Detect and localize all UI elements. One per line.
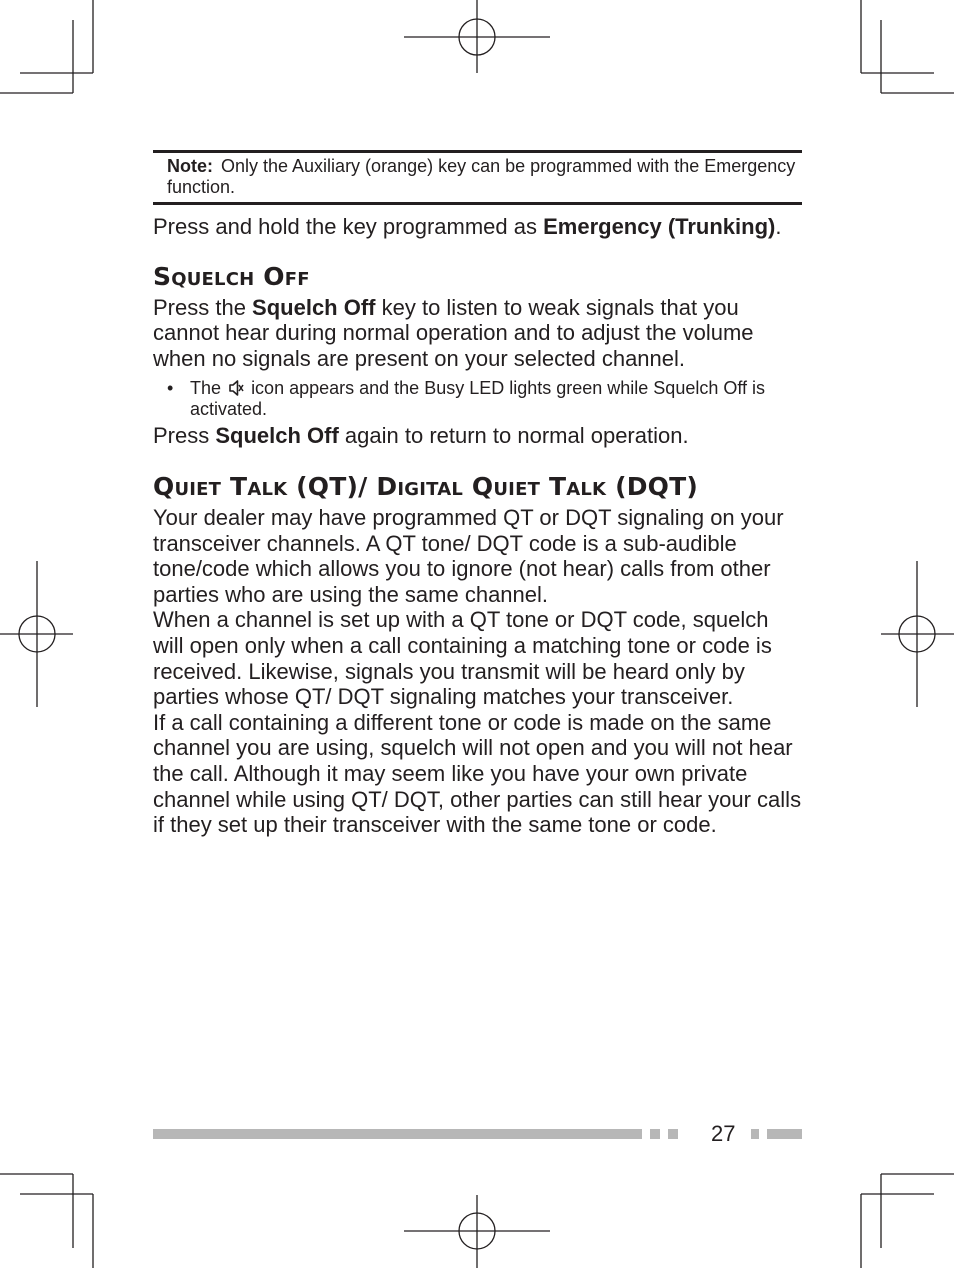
heading-cap: T [540,471,567,501]
heading-smallcaps: UIET [174,478,222,500]
emergency-text: Press and hold the key programmed as [153,214,544,239]
squelch-return-paragraph [153,423,802,449]
heading-cap: T [221,471,248,501]
squelch-off-paragraph [153,295,802,372]
qt-paragraph: Your dealer may have programmed QT or DQT signaling on your transceiver channels. A QT tone/ DQT code is a sub-audible tone/code which allows you to ignore (not hear) calls from other parties who are using the same channel. [153,504,784,607]
heading-smallcaps: ALK [247,478,288,500]
heading-cap: (DQT) [606,471,699,501]
squelch-text: again to return to normal operation. [338,423,689,449]
squelch-text: Press the [153,294,253,320]
squelch-bullet [153,378,802,420]
page-content [153,150,802,838]
footer-bar [153,1129,642,1139]
footer-bar-square [751,1129,759,1139]
squelch-key-name: Squelch Off [252,294,376,320]
quiet-talk-heading [153,472,802,505]
squelch-off-heading [153,262,802,295]
squelch-key-name: Squelch Off [215,423,339,449]
bullet-dot: • [167,378,174,399]
note-box [153,150,802,205]
heading-smallcaps: IGITAL [397,478,463,500]
speaker-mute-icon [228,379,244,397]
heading-cap: (QT)/ D [287,471,398,501]
squelch-text: key to listen to weak signals that you cannot hear during normal operation and to adjust the volume when no signals are present on your selected channel. [153,294,754,371]
emergency-key-name: Emergency (Trunking) [543,214,776,239]
heading-smallcaps: UIET [493,478,541,500]
heading-cap: Q [153,471,175,501]
footer-bar [767,1129,802,1139]
footer-bar-square [668,1129,678,1139]
heading-smallcaps: FF [284,268,310,290]
squelch-text: Press [153,423,216,449]
qt-paragraph: When a channel is set up with a QT tone or DQT code, squelch will open only when a call containing a matching tone or code is received. Likewise, signals you transmit will be heard only by parties whose QT/ DQT signaling matches your transceiver. [153,607,772,710]
emergency-period: . [775,214,782,239]
emergency-instruction [153,214,802,240]
heading-cap: O [263,261,285,291]
heading-smallcaps: ALK [566,478,607,500]
heading-smallcaps: QUELCH [171,268,255,290]
page-number: 27 [711,1121,736,1146]
footer-bar-square [650,1129,660,1139]
note-label: Note: [167,156,213,176]
page-footer [153,1119,802,1149]
heading-cap: Q [463,471,494,501]
bullet-text: icon appears and the Busy LED lights green while Squelch Off is activated. [190,378,766,420]
note-text: Only the Auxiliary (orange) key can be programmed with the Emergency function. [167,156,796,197]
qt-paragraph: If a call containing a different tone or code is made on the same channel you are using, squelch will not open and you will not hear the call. Although it may seem like you have your own private channel while using QT/ DQT, other parties can still hear your calls if they set up their transceiver with the same tone or code. [153,709,802,838]
bullet-text: The [190,378,222,399]
heading-cap: S [153,261,172,291]
